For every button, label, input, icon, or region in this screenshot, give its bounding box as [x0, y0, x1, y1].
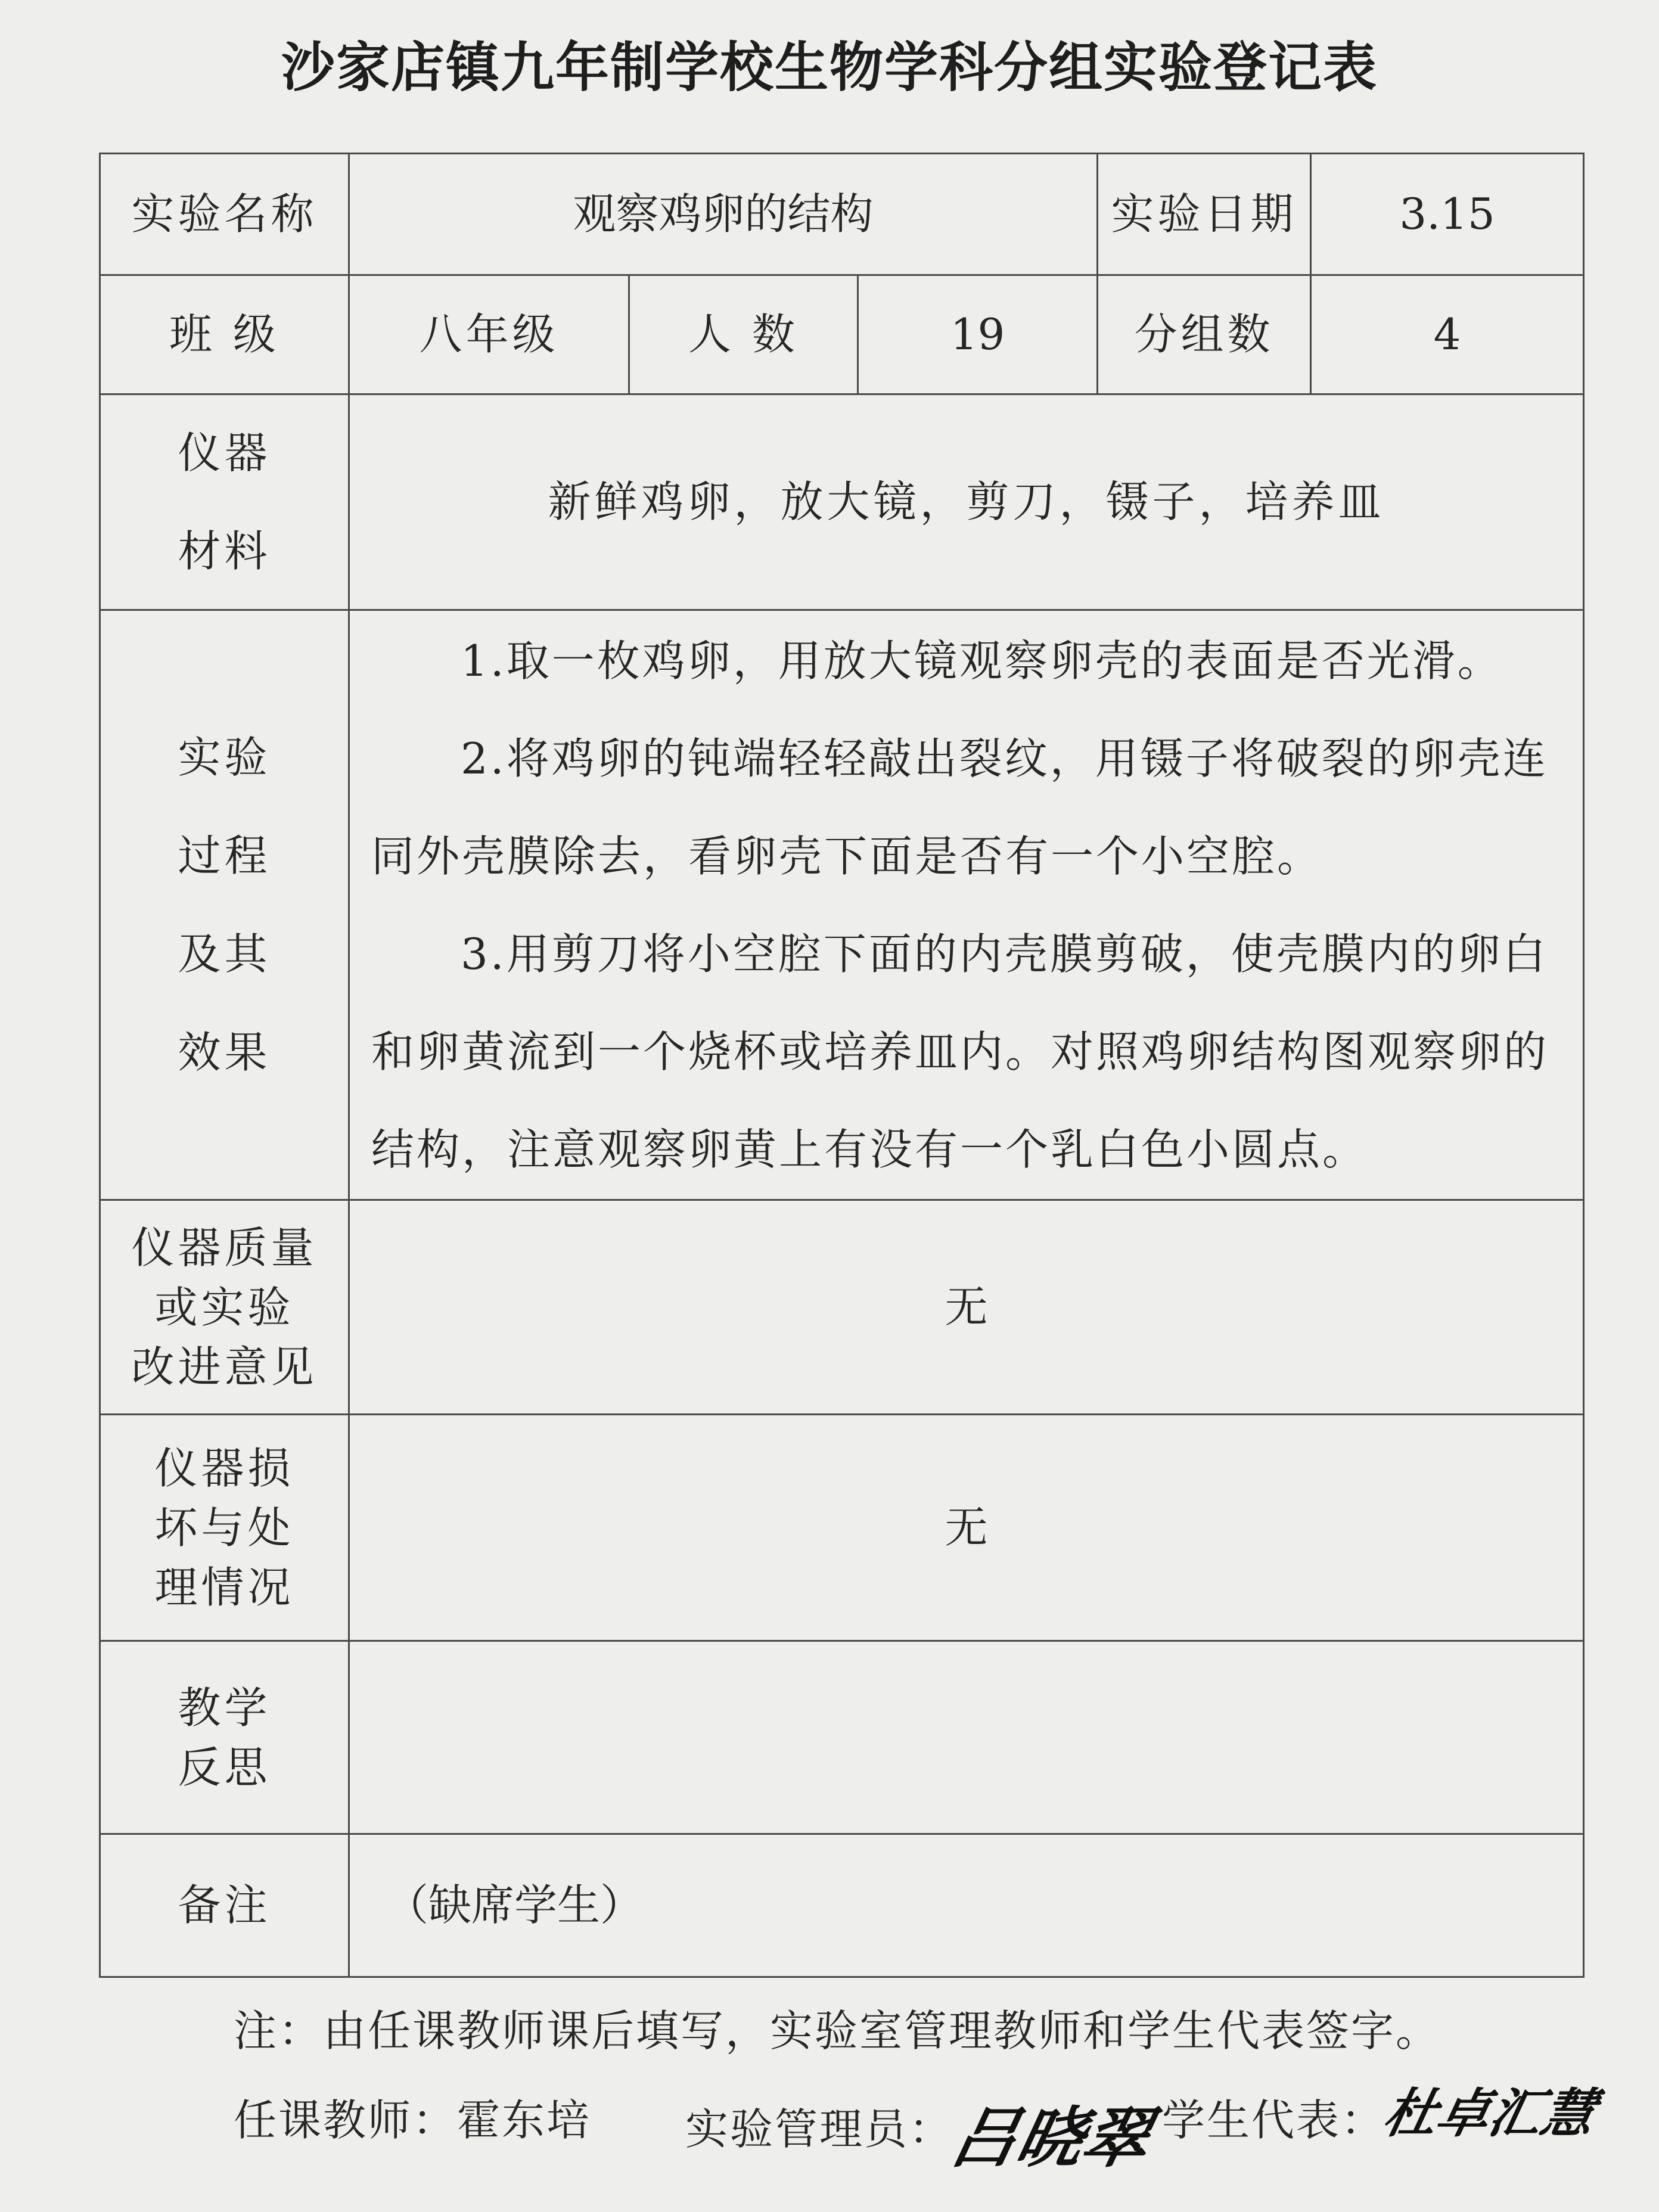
- student-rep-signature-block: [1162, 2083, 1601, 2169]
- improvement-label-line: 仪器质量: [131, 1222, 318, 1273]
- table-row: [100, 1834, 1584, 1977]
- remarks-label: 备注: [100, 1834, 349, 1977]
- improvement-value: 无: [349, 1200, 1584, 1415]
- remarks-value: （缺席学生）: [349, 1834, 1584, 1977]
- experiment-date-label: 实验日期: [1098, 154, 1311, 275]
- teacher-label: 任课教师：: [234, 2095, 458, 2145]
- improvement-label-line: 改进意见: [131, 1341, 318, 1392]
- experiment-date-value: 3.15: [1311, 154, 1584, 275]
- form-title: 沙家店镇九年制学校生物学科分组实验登记表: [281, 36, 1378, 99]
- experiment-registration-table: [99, 153, 1585, 1978]
- lab-manager-signature-block: [685, 2086, 1157, 2176]
- damage-label-line: 仪器损: [154, 1443, 294, 1493]
- materials-label-line: 材料: [178, 526, 271, 576]
- reflection-label-line: 教学: [178, 1682, 271, 1733]
- reflection-value: [349, 1641, 1584, 1834]
- table-row: [100, 394, 1584, 610]
- table-row: [100, 154, 1584, 275]
- process-step: 3.用剪刀将小空腔下面的内壳膜剪破，使壳膜内的卵白和卵黄流到一个烧杯或培养皿内。对照鸡卵结构图观察卵的结构，注意观察卵黄上有没有一个乳白色小圆点。: [371, 928, 1549, 1175]
- reflection-label: [100, 1641, 349, 1834]
- process-label: [100, 610, 349, 1200]
- class-label: 班 级: [100, 275, 349, 394]
- process-label-line: 效果: [178, 1027, 271, 1077]
- materials-value: 新鲜鸡卵，放大镜，剪刀，镊子，培养皿: [349, 394, 1584, 610]
- materials-label: [100, 394, 349, 610]
- damage-label-line: 理情况: [154, 1562, 294, 1613]
- footer-note: 注：由任课教师课后填写，实验室管理教师和学生代表签字。: [234, 2006, 1441, 2056]
- groups-value: 4: [1311, 275, 1584, 394]
- teacher-name: 霍东培: [457, 2095, 592, 2145]
- table-row: [100, 1200, 1584, 1415]
- process-step: 2.将鸡卵的钝端轻轻敲出裂纹，用镊子将破裂的卵壳连同外壳膜除去，看卵壳下面是否有一个小空腔。: [371, 733, 1548, 881]
- process-content: [349, 610, 1584, 1200]
- damage-label-line: 坏与处: [154, 1502, 294, 1553]
- process-label-line: 过程: [178, 830, 271, 881]
- process-label-line: 实验: [178, 732, 271, 782]
- table-row: [100, 1415, 1584, 1641]
- student-rep-signature: 杜卓汇慧: [1378, 2083, 1601, 2144]
- process-label-line: 及其: [178, 928, 271, 979]
- improvement-label: [100, 1200, 349, 1415]
- materials-label-line: 仪器: [178, 427, 271, 478]
- experiment-name-value: 观察鸡卵的结构: [349, 154, 1098, 275]
- teacher-signature-block: [234, 2086, 591, 2169]
- improvement-label-line: 或实验: [154, 1282, 294, 1332]
- table-row: [100, 610, 1584, 1200]
- headcount-value: 19: [858, 275, 1098, 394]
- reflection-label-line: 反思: [178, 1742, 271, 1792]
- headcount-label: 人 数: [629, 275, 858, 394]
- damage-label: [100, 1415, 349, 1641]
- table-row: [100, 1641, 1584, 1834]
- student-rep-label: 学生代表：: [1162, 2095, 1386, 2145]
- damage-value: 无: [349, 1415, 1584, 1641]
- lab-manager-label: 实验管理员：: [685, 2104, 954, 2154]
- groups-label: 分组数: [1098, 275, 1311, 394]
- process-step: 1.取一枚鸡卵，用放大镜观察卵壳的表面是否光滑。: [461, 635, 1503, 686]
- class-value: 八年级: [349, 275, 629, 394]
- experiment-name-label: 实验名称: [100, 154, 349, 275]
- lab-manager-signature: 吕晓翠: [944, 2100, 1157, 2176]
- table-row: [100, 275, 1584, 394]
